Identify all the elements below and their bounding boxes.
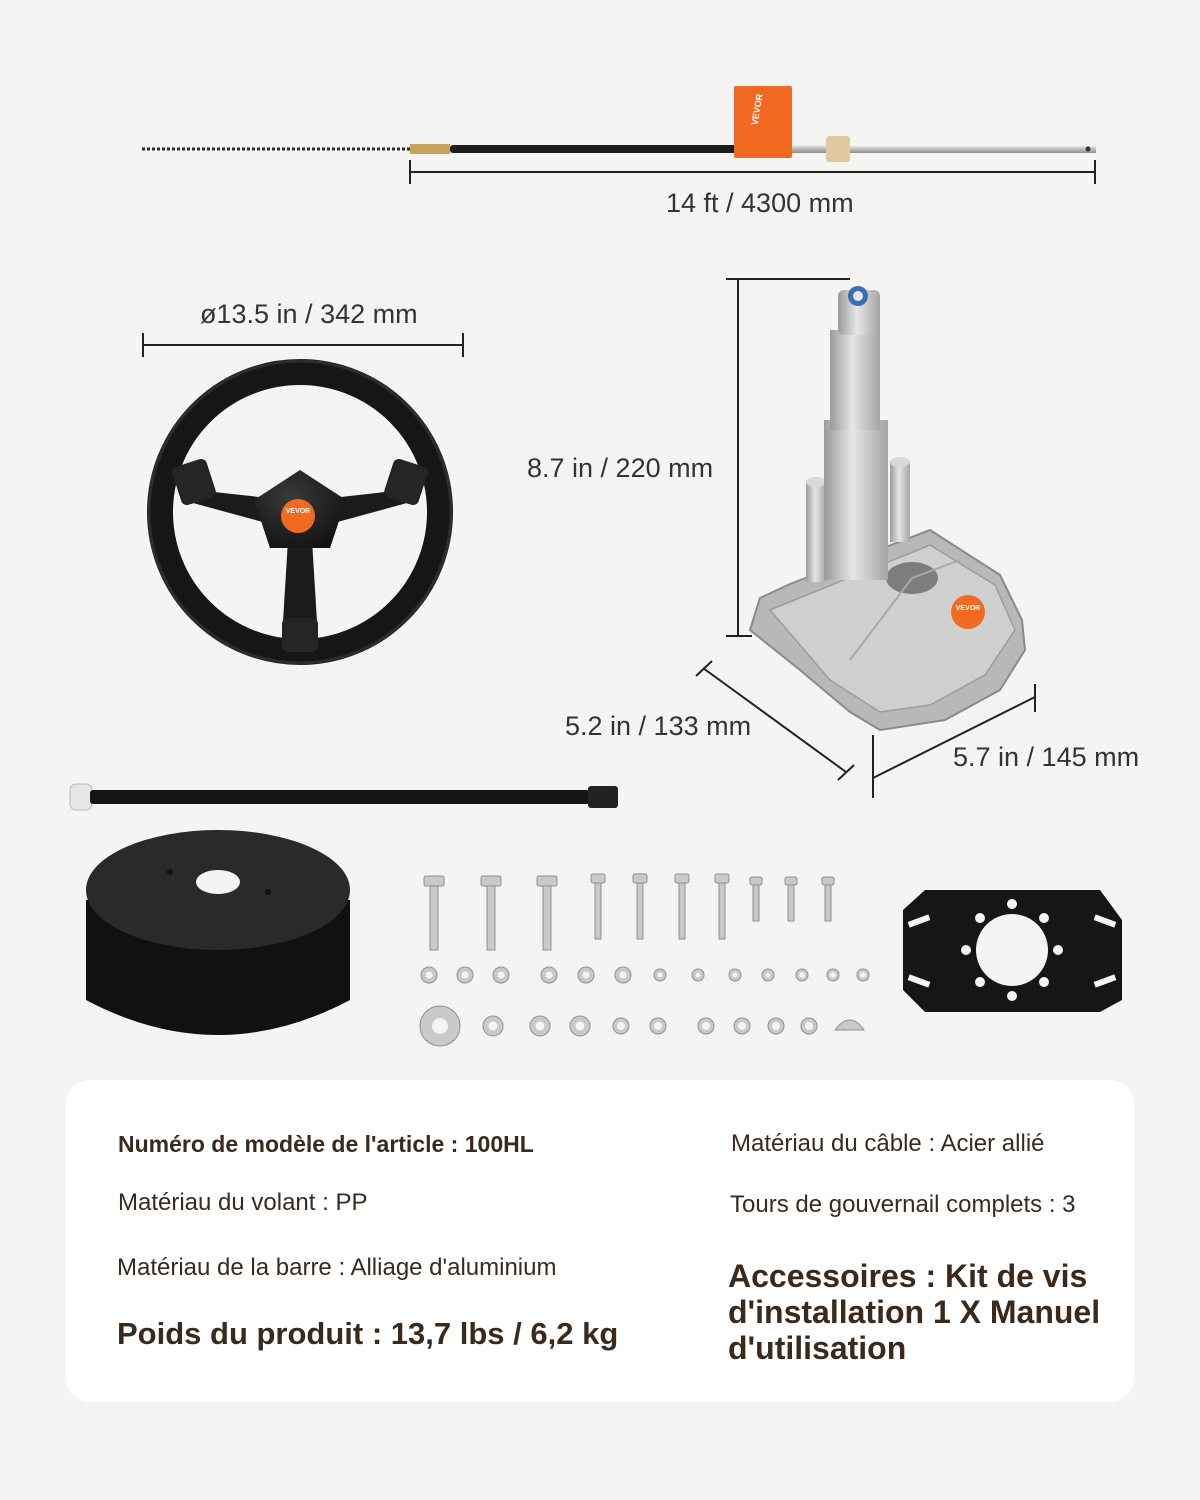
helm-depth-label: 5.2 in / 133 mm [565,711,752,741]
spec-cable-material: Matériau du câble : Acier allié [731,1130,1045,1157]
washers-row-2 [420,1006,864,1046]
steering-bar [70,784,618,810]
wheel-logo: VEVOR [285,508,311,515]
steering-cable [142,86,1096,162]
helm-logo-badge [951,595,985,629]
vevor-tag [734,86,792,158]
spec-wheel-material: Matériau du volant : PP [118,1189,368,1216]
cable-dimension-line [410,160,1095,184]
spec-accessories: Accessoires : Kit de vis d'installation 1 X Manuel d'utilisation [728,1258,1101,1366]
spec-bar-material: Matériau de la barre : Alliage d'aluminium [117,1254,557,1281]
helm-height-label: 8.7 in / 220 mm [527,453,714,483]
helm-logo: VEVOR [955,605,981,612]
helm-width-label: 5.7 in / 145 mm [953,742,1140,772]
wheel-diameter-label: ø13.5 in / 342 mm [200,299,418,329]
spec-weight: Poids du produit : 13,7 lbs / 6,2 kg [117,1316,619,1351]
bolts [424,874,834,950]
spec-model: Numéro de modèle de l'article : 100HL [118,1131,534,1157]
wheel-dimension-line [143,333,463,357]
tag-logo: VEVOR [749,93,765,126]
wheel-logo-badge [281,499,315,533]
helm-unit [750,286,1025,730]
screw-kit [420,874,869,1046]
spec-turns: Tours de gouvernail complets : 3 [730,1191,1076,1218]
cable-length-label: 14 ft / 4300 mm [666,188,854,218]
steering-wheel [149,361,451,663]
mounting-plate [903,890,1122,1012]
mounting-base [86,830,350,1035]
